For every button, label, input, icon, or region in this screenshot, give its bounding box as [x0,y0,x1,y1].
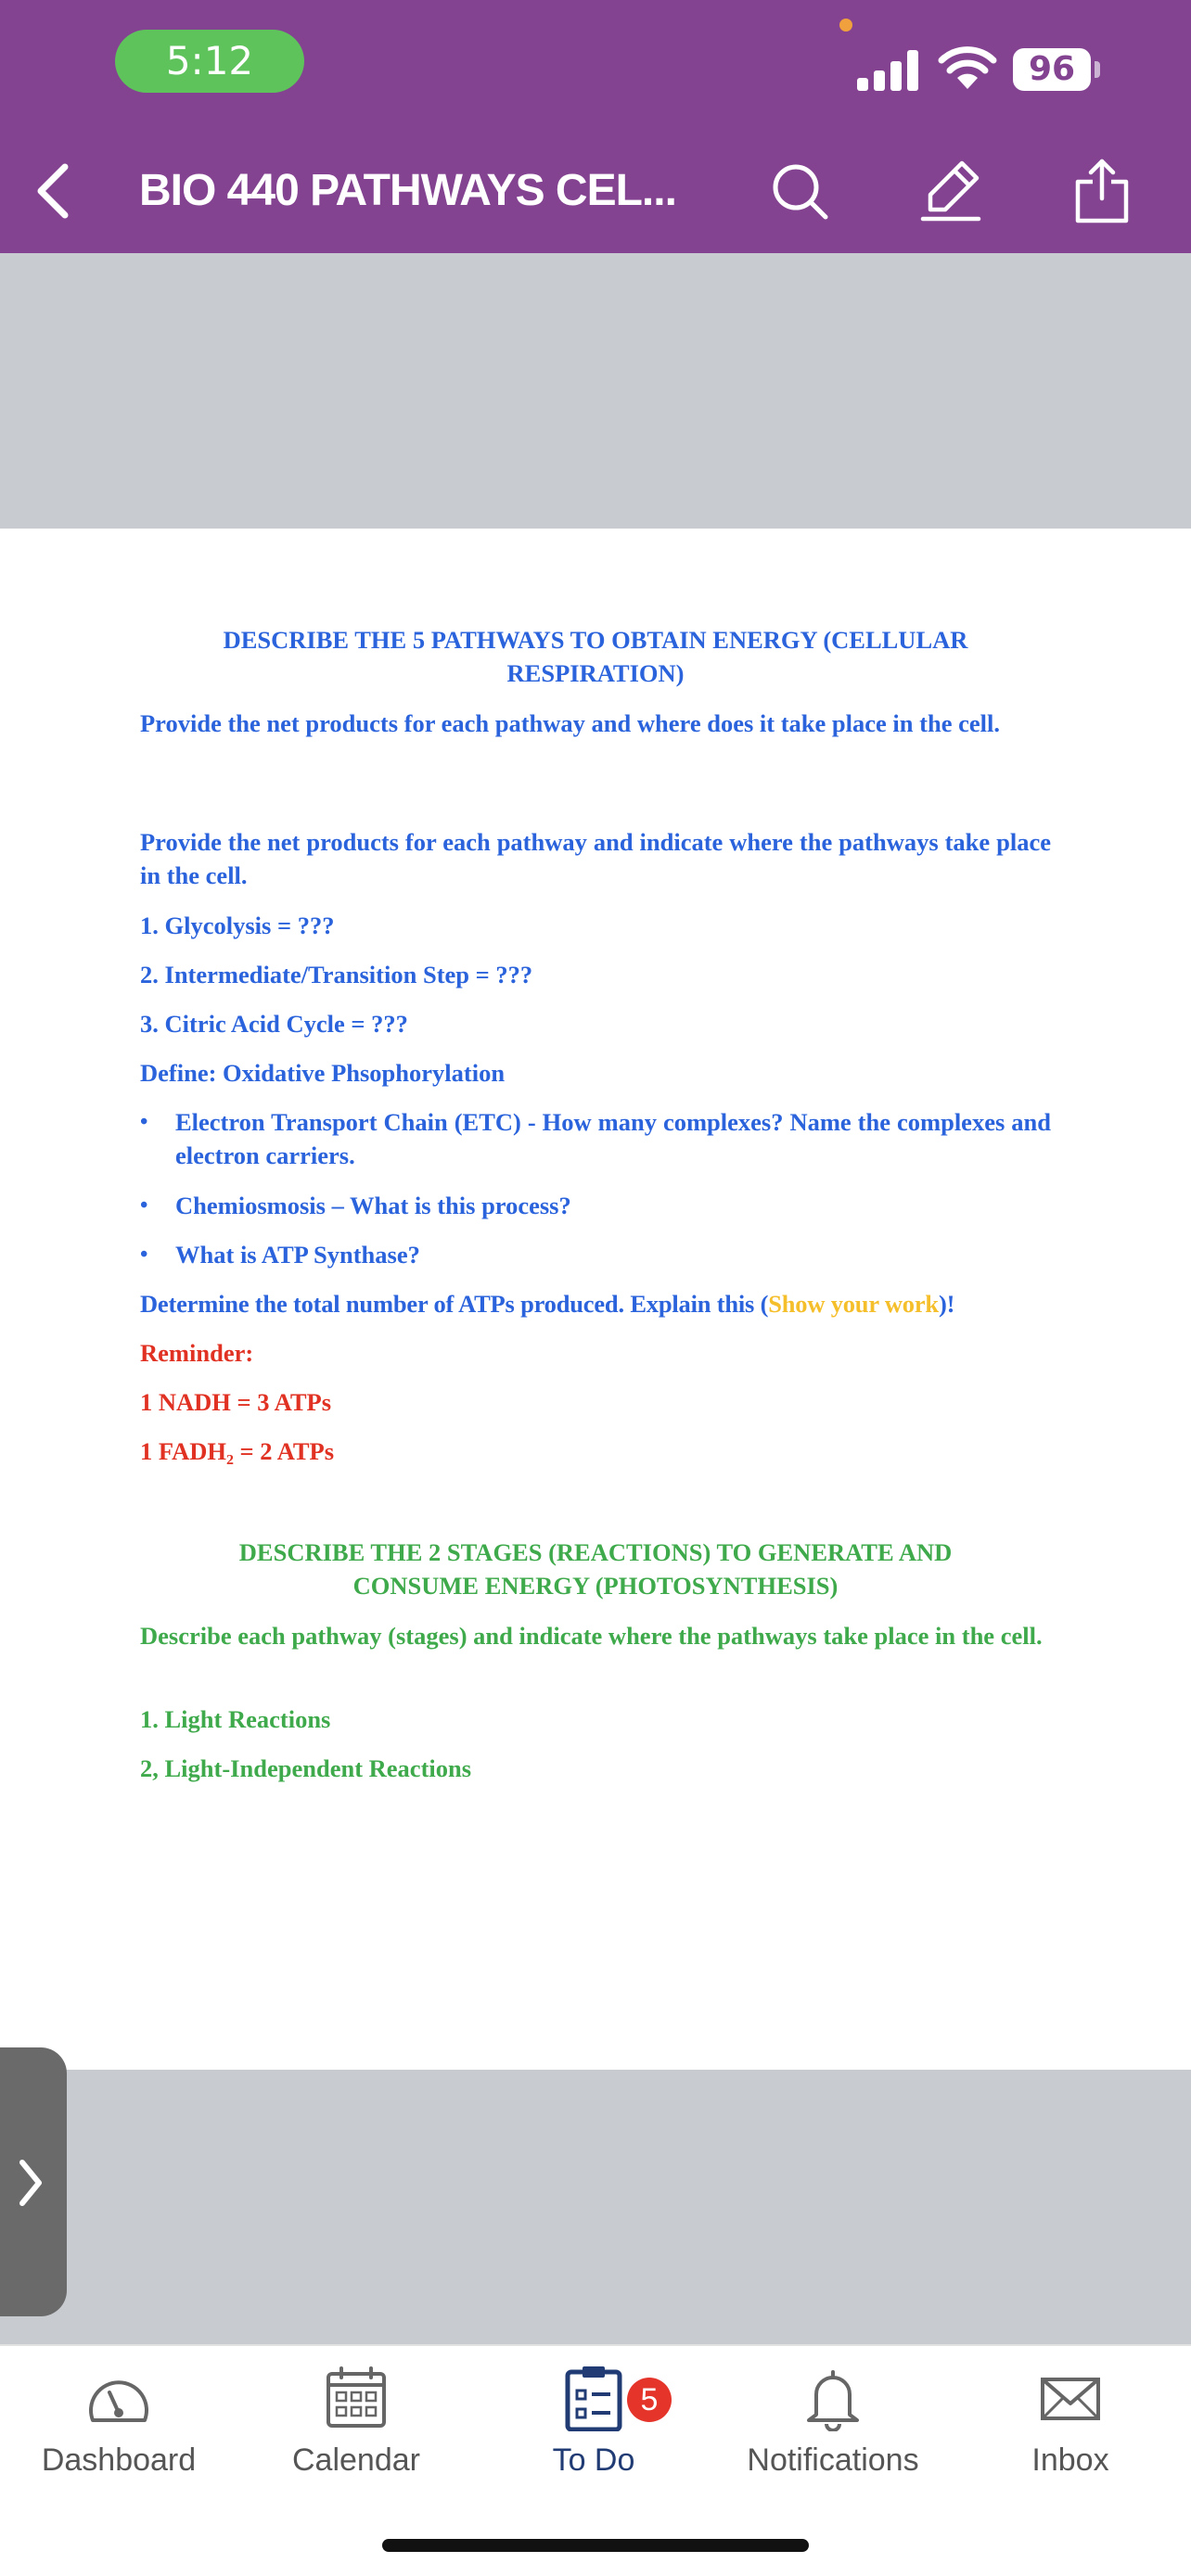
bullet-icon: • [140,1110,148,1134]
search-icon[interactable] [762,154,837,228]
status-time[interactable]: 5:12 [115,30,304,93]
document-margin-bottom [0,2070,1191,2344]
bell-icon [796,2365,870,2431]
list-item-transition: 2. Intermediate/Transition Step = ??? [140,961,533,988]
determine-prefix: Determine the total number of ATPs produced. Explain this ( [140,1290,769,1318]
determine-atp [140,1287,1051,1320]
battery-icon: 96 [1013,48,1091,91]
document-margin-top [0,253,1191,529]
envelope-icon [1033,2365,1108,2431]
bullet-chemiosmosis: Chemiosmosis – What is this process? [175,1192,571,1219]
signal-icon [857,48,922,91]
calendar-icon [319,2365,393,2431]
section1-intro: Provide the net products for each pathway and where does it take place in the cell. [140,709,1000,737]
highlighter-pen-icon[interactable] [914,154,988,228]
bullet-etc: Electron Transport Chain (ETC) - How many complexes? Name the complexes and electron carriers. [175,1108,1051,1169]
tab-inbox[interactable] [978,2365,1163,2485]
top-bar [0,0,1191,253]
reminder-label: Reminder: [140,1339,254,1367]
tab-dashboard[interactable] [17,2365,221,2485]
section2-heading [140,1536,1051,1602]
tab-todo[interactable] [492,2365,696,2485]
page-title: BIO 440 PATHWAYS CEL... [139,166,676,215]
section2-heading-line1: DESCRIBE THE 2 STAGES (REACTIONS) TO GENERATE AND [238,1538,953,1566]
home-indicator[interactable] [382,2539,809,2552]
side-panel-handle[interactable] [0,2047,67,2316]
list-item-light-reactions: 1. Light Reactions [140,1705,331,1733]
bullet-icon: • [140,1243,148,1267]
determine-suffix: )! [938,1290,955,1318]
camera-indicator-dot [839,19,852,32]
battery-tip [1095,61,1100,78]
section1-heading-line2: RESPIRATION) [506,659,685,687]
tab-calendar[interactable] [254,2365,458,2485]
section2-heading-line2: CONSUME ENERGY (PHOTOSYNTHESIS) [352,1572,839,1600]
bullet-icon: • [140,1193,148,1218]
tab-label: Dashboard [41,2442,197,2478]
reminder-nadh: 1 NADH = 3 ATPs [140,1388,332,1416]
dashboard-gauge-icon [82,2365,156,2431]
tab-label: Notifications [747,2442,919,2478]
list-item-light-independent: 2, Light-Independent Reactions [140,1754,472,1782]
document-page[interactable] [0,529,1191,2070]
clipboard-todo-icon [557,2365,631,2431]
bullet-atp-synthase: What is ATP Synthase? [175,1241,420,1269]
tab-label: To Do [552,2442,635,2478]
reminder-fadh2: 1 FADH₂ = 2 ATPs [140,1437,335,1465]
wifi-icon [937,45,998,91]
section1-heading [140,623,1051,690]
tab-label: Inbox [1031,2442,1109,2478]
section1-heading-line1: DESCRIBE THE 5 PATHWAYS TO OBTAIN ENERGY (CELLULAR [223,626,968,654]
tab-notifications[interactable] [722,2365,944,2485]
share-icon[interactable] [1065,154,1139,228]
todo-count-badge: 5 [627,2378,672,2422]
define-oxidative: Define: Oxidative Phsophorylation [140,1059,506,1087]
list-item-glycolysis: 1. Glycolysis = ??? [140,912,335,939]
back-chevron-icon[interactable] [24,154,80,228]
section1-instruction: Provide the net products for each pathway and indicate where the pathways take place in the cell. [140,828,1051,889]
list-item-citric-acid: 3. Citric Acid Cycle = ??? [140,1010,408,1038]
tab-label: Calendar [292,2442,420,2478]
chevron-right-icon [13,2157,46,2209]
section2-instruction: Describe each pathway (stages) and indicate where the pathways take place in the cell. [140,1622,1043,1650]
determine-highlight: Show your work [768,1290,939,1318]
